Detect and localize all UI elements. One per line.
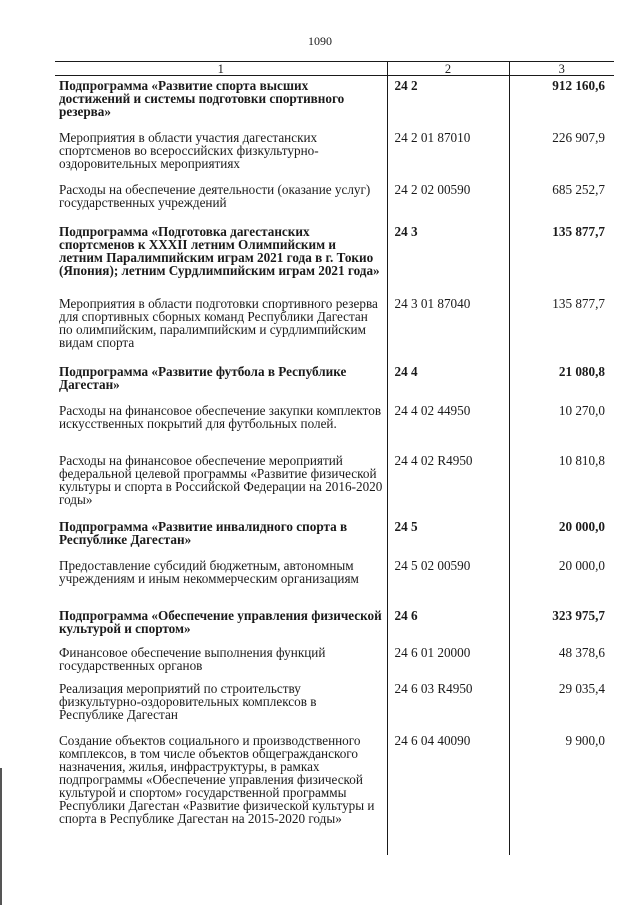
- row-amount: 323 975,7: [552, 607, 605, 623]
- row-name: Реализация мероприятий по строительству физкультурно-оздоровительных комплексов в Республике Дагестан: [55, 679, 387, 731]
- row-name: Создание объектов социального и производственного комплексов, в том числе объектов общегражданского назначения, жилья, инфраструктуры, в рамках подпрограммы «Обеспечение управления физической культурой и спортом» государственной программы Республики Дагестан «Развитие физической культуры и спорта в Республике Дагестан на 2015-2020 годы»: [55, 731, 387, 855]
- table-row: [55, 679, 614, 731]
- table-row: [55, 401, 614, 451]
- table-row: [55, 222, 614, 294]
- row-name: Подпрограмма «Развитие инвалидного спорта в Республике Дагестан»: [55, 517, 387, 556]
- row-code: 24 6 01 20000: [387, 643, 509, 679]
- column-header-2: 2: [387, 62, 509, 76]
- row-code: 24 3: [387, 222, 509, 294]
- row-name: Подпрограмма «Подготовка дагестанских спортсменов к XXXII летним Олимпийским и летним Паралимпийским играм 2021 года в г. Токио (Япония); летним Сурдлимпийским играм 2021 года»: [55, 222, 387, 294]
- row-code: 24 6 04 40090: [387, 731, 509, 855]
- table-row: [55, 451, 614, 517]
- row-code: 24 4: [387, 362, 509, 401]
- row-amount: 912 160,6: [552, 78, 605, 93]
- page-number: 1090: [308, 34, 332, 48]
- table-row: [55, 294, 614, 362]
- row-name: Предоставление субсидий бюджетным, автономным учреждениям и иным некоммерческим организациям: [55, 556, 387, 606]
- row-name: Подпрограмма «Развитие футбола в Республике Дагестан»: [55, 362, 387, 401]
- row-amount: 20 000,0: [558, 518, 605, 534]
- row-code: 24 4 02 R4950: [387, 451, 509, 517]
- row-amount: 21 080,8: [558, 363, 605, 379]
- row-amount: 135 877,7: [552, 295, 605, 311]
- table-body: [55, 76, 614, 855]
- row-name: Расходы на обеспечение деятельности (оказание услуг) государственных учреждений: [55, 180, 387, 222]
- row-amount: 226 907,9: [552, 129, 605, 145]
- row-code: 24 3 01 87040: [387, 294, 509, 362]
- row-code: 24 4 02 44950: [387, 401, 509, 451]
- row-name: Мероприятия в области участия дагестанских спортсменов во всероссийских физкультурно-оздоровительных мероприятиях: [55, 128, 387, 180]
- row-code: 24 5: [387, 517, 509, 556]
- budget-table: [55, 61, 614, 855]
- scan-edge-line: [0, 768, 2, 905]
- table-row: [55, 76, 614, 128]
- row-name: Мероприятия в области подготовки спортивного резерва для спортивных сборных команд Республики Дагестан по олимпийским, паралимпийским и сурдлимпийским видам спорта: [55, 294, 387, 362]
- table-row: [55, 556, 614, 606]
- header-row: [55, 62, 614, 76]
- row-amount: 135 877,7: [552, 223, 605, 239]
- row-code: 24 2 01 87010: [387, 128, 509, 180]
- table-row: [55, 606, 614, 643]
- table-row: [55, 128, 614, 180]
- row-name: Расходы на финансовое обеспечение закупки комплектов искусственных покрытий для футбольных полей.: [55, 401, 387, 451]
- row-amount: 29 035,4: [558, 680, 605, 696]
- row-code: 24 5 02 00590: [387, 556, 509, 606]
- table-row: [55, 731, 614, 855]
- table-row: [55, 517, 614, 556]
- row-name: Подпрограмма «Обеспечение управления физической культурой и спортом»: [55, 606, 387, 643]
- row-code: 24 6 03 R4950: [387, 679, 509, 731]
- table-row: [55, 362, 614, 401]
- row-amount: 685 252,7: [552, 181, 605, 197]
- row-amount: 20 000,0: [558, 557, 605, 573]
- row-amount: 10 270,0: [558, 402, 605, 418]
- row-code: 24 2: [387, 76, 509, 128]
- row-amount: 48 378,6: [558, 644, 605, 660]
- row-name: Расходы на финансовое обеспечение мероприятий федеральной целевой программы «Развитие физической культуры и спорта в Российской Федерации на 2016-2020 годы»: [55, 451, 387, 517]
- row-code: 24 2 02 00590: [387, 180, 509, 222]
- row-amount: 9 900,0: [565, 732, 605, 748]
- row-name: Подпрограмма «Развитие спорта высших достижений и системы подготовки спортивного резерва»: [55, 76, 387, 128]
- row-name: Финансовое обеспечение выполнения функций государственных органов: [55, 643, 387, 679]
- column-header-1: 1: [55, 62, 387, 76]
- row-code: 24 6: [387, 606, 509, 643]
- table-header: [55, 62, 614, 76]
- row-amount: 10 810,8: [558, 452, 605, 468]
- table-row: [55, 643, 614, 679]
- table-row: [55, 180, 614, 222]
- column-header-3: 3: [509, 62, 614, 76]
